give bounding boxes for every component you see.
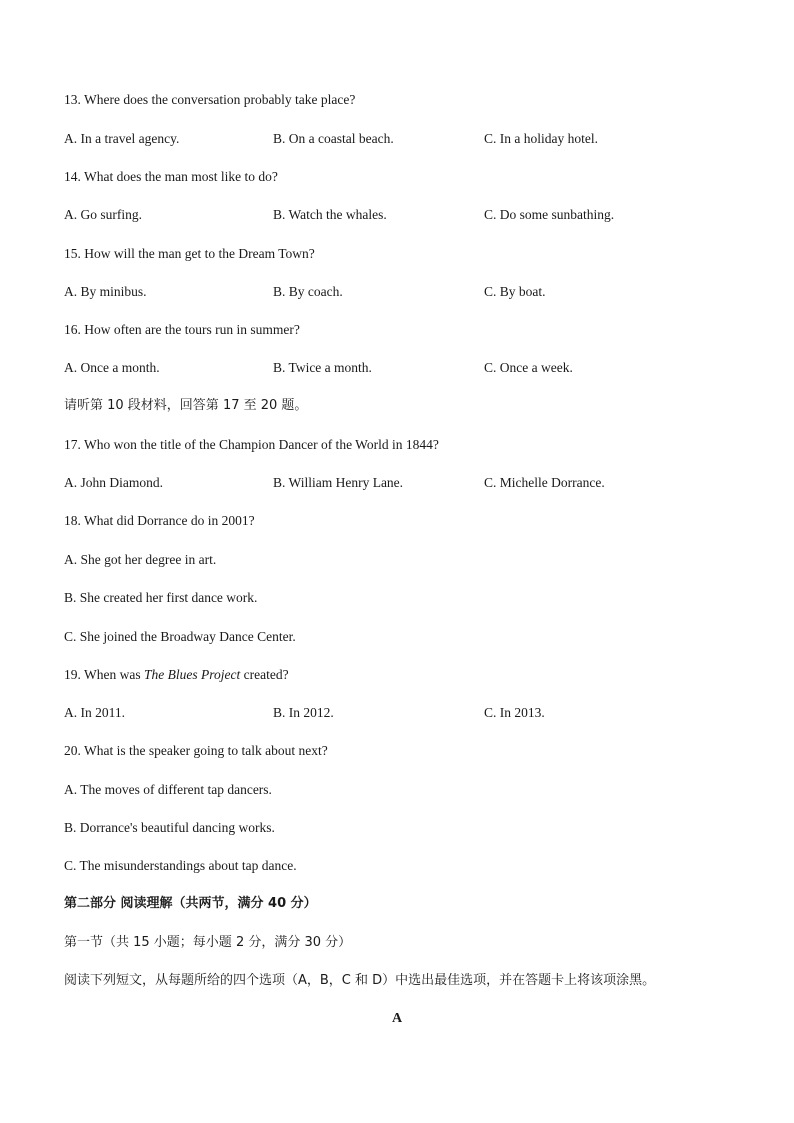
question-14-stem: 14. What does the man most like to do?	[64, 169, 278, 184]
question-20-option-a: A. The moves of different tap dancers.	[64, 782, 272, 797]
part-2-heading: 第二部分 阅读理解（共两节，满分 40 分）	[64, 896, 317, 911]
question-15-option-b: B. By coach.	[273, 284, 343, 299]
question-16-stem: 16. How often are the tours run in summer?	[64, 322, 300, 337]
question-13-option-a: A. In a travel agency.	[64, 131, 180, 146]
question-17-option-c: C. Michelle Dorrance.	[484, 475, 605, 490]
question-16-option-a: A. Once a month.	[64, 360, 160, 375]
question-17-stem: 17. Who won the title of the Champion Dancer of the World in 1844?	[64, 437, 439, 452]
question-18-option-a: A. She got her degree in art.	[64, 552, 217, 567]
question-15-stem: 15. How will the man get to the Dream Town?	[64, 246, 315, 261]
question-19-option-c: C. In 2013.	[484, 705, 545, 720]
question-16-option-c: C. Once a week.	[484, 360, 573, 375]
question-19-stem	[64, 666, 289, 684]
question-18-stem: 18. What did Dorrance do in 2001?	[64, 513, 255, 528]
section-1-heading: 第一节（共 15 小题；每小题 2 分，满分 30 分）	[64, 935, 352, 950]
question-19-option-b: B. In 2012.	[273, 705, 334, 720]
question-14-option-b: B. Watch the whales.	[273, 207, 387, 222]
question-14-option-c: C. Do some sunbathing.	[484, 207, 615, 222]
question-16-option-b: B. Twice a month.	[273, 360, 372, 375]
question-18-option-c: C. She joined the Broadway Dance Center.	[64, 629, 296, 644]
question-18-option-b: B. She created her first dance work.	[64, 590, 258, 605]
question-19-option-a: A. In 2011.	[64, 705, 125, 720]
section-10-instruction: 请听第 10 段材料，回答第 17 至 20 题。	[64, 398, 308, 413]
question-20-option-b: B. Dorrance's beautiful dancing works.	[64, 820, 275, 835]
question-15-option-c: C. By boat.	[484, 284, 546, 299]
question-15-option-a: A. By minibus.	[64, 284, 147, 299]
question-17-option-a: A. John Diamond.	[64, 475, 163, 490]
question-13-option-b: B. On a coastal beach.	[273, 131, 394, 146]
reading-instruction: 阅读下列短文，从每题所给的四个选项（A，B，C 和 D）中选出最佳选项，并在答题卡上将该项涂黑。	[64, 973, 656, 988]
question-20-option-c: C. The misunderstandings about tap dance.	[64, 858, 297, 873]
question-13-option-c: C. In a holiday hotel.	[484, 131, 598, 146]
question-17-option-b: B. William Henry Lane.	[273, 475, 404, 490]
question-19-work-title: The Blues Project	[144, 667, 241, 682]
question-14-option-a: A. Go surfing.	[64, 207, 142, 222]
question-19-stem-after: created?	[240, 667, 289, 682]
question-20-stem: 20. What is the speaker going to talk about next?	[64, 743, 328, 758]
question-19-stem-before: 19. When was	[64, 667, 144, 682]
passage-label: A	[391, 1011, 403, 1026]
question-13-stem: 13. Where does the conversation probably take place?	[64, 92, 356, 107]
